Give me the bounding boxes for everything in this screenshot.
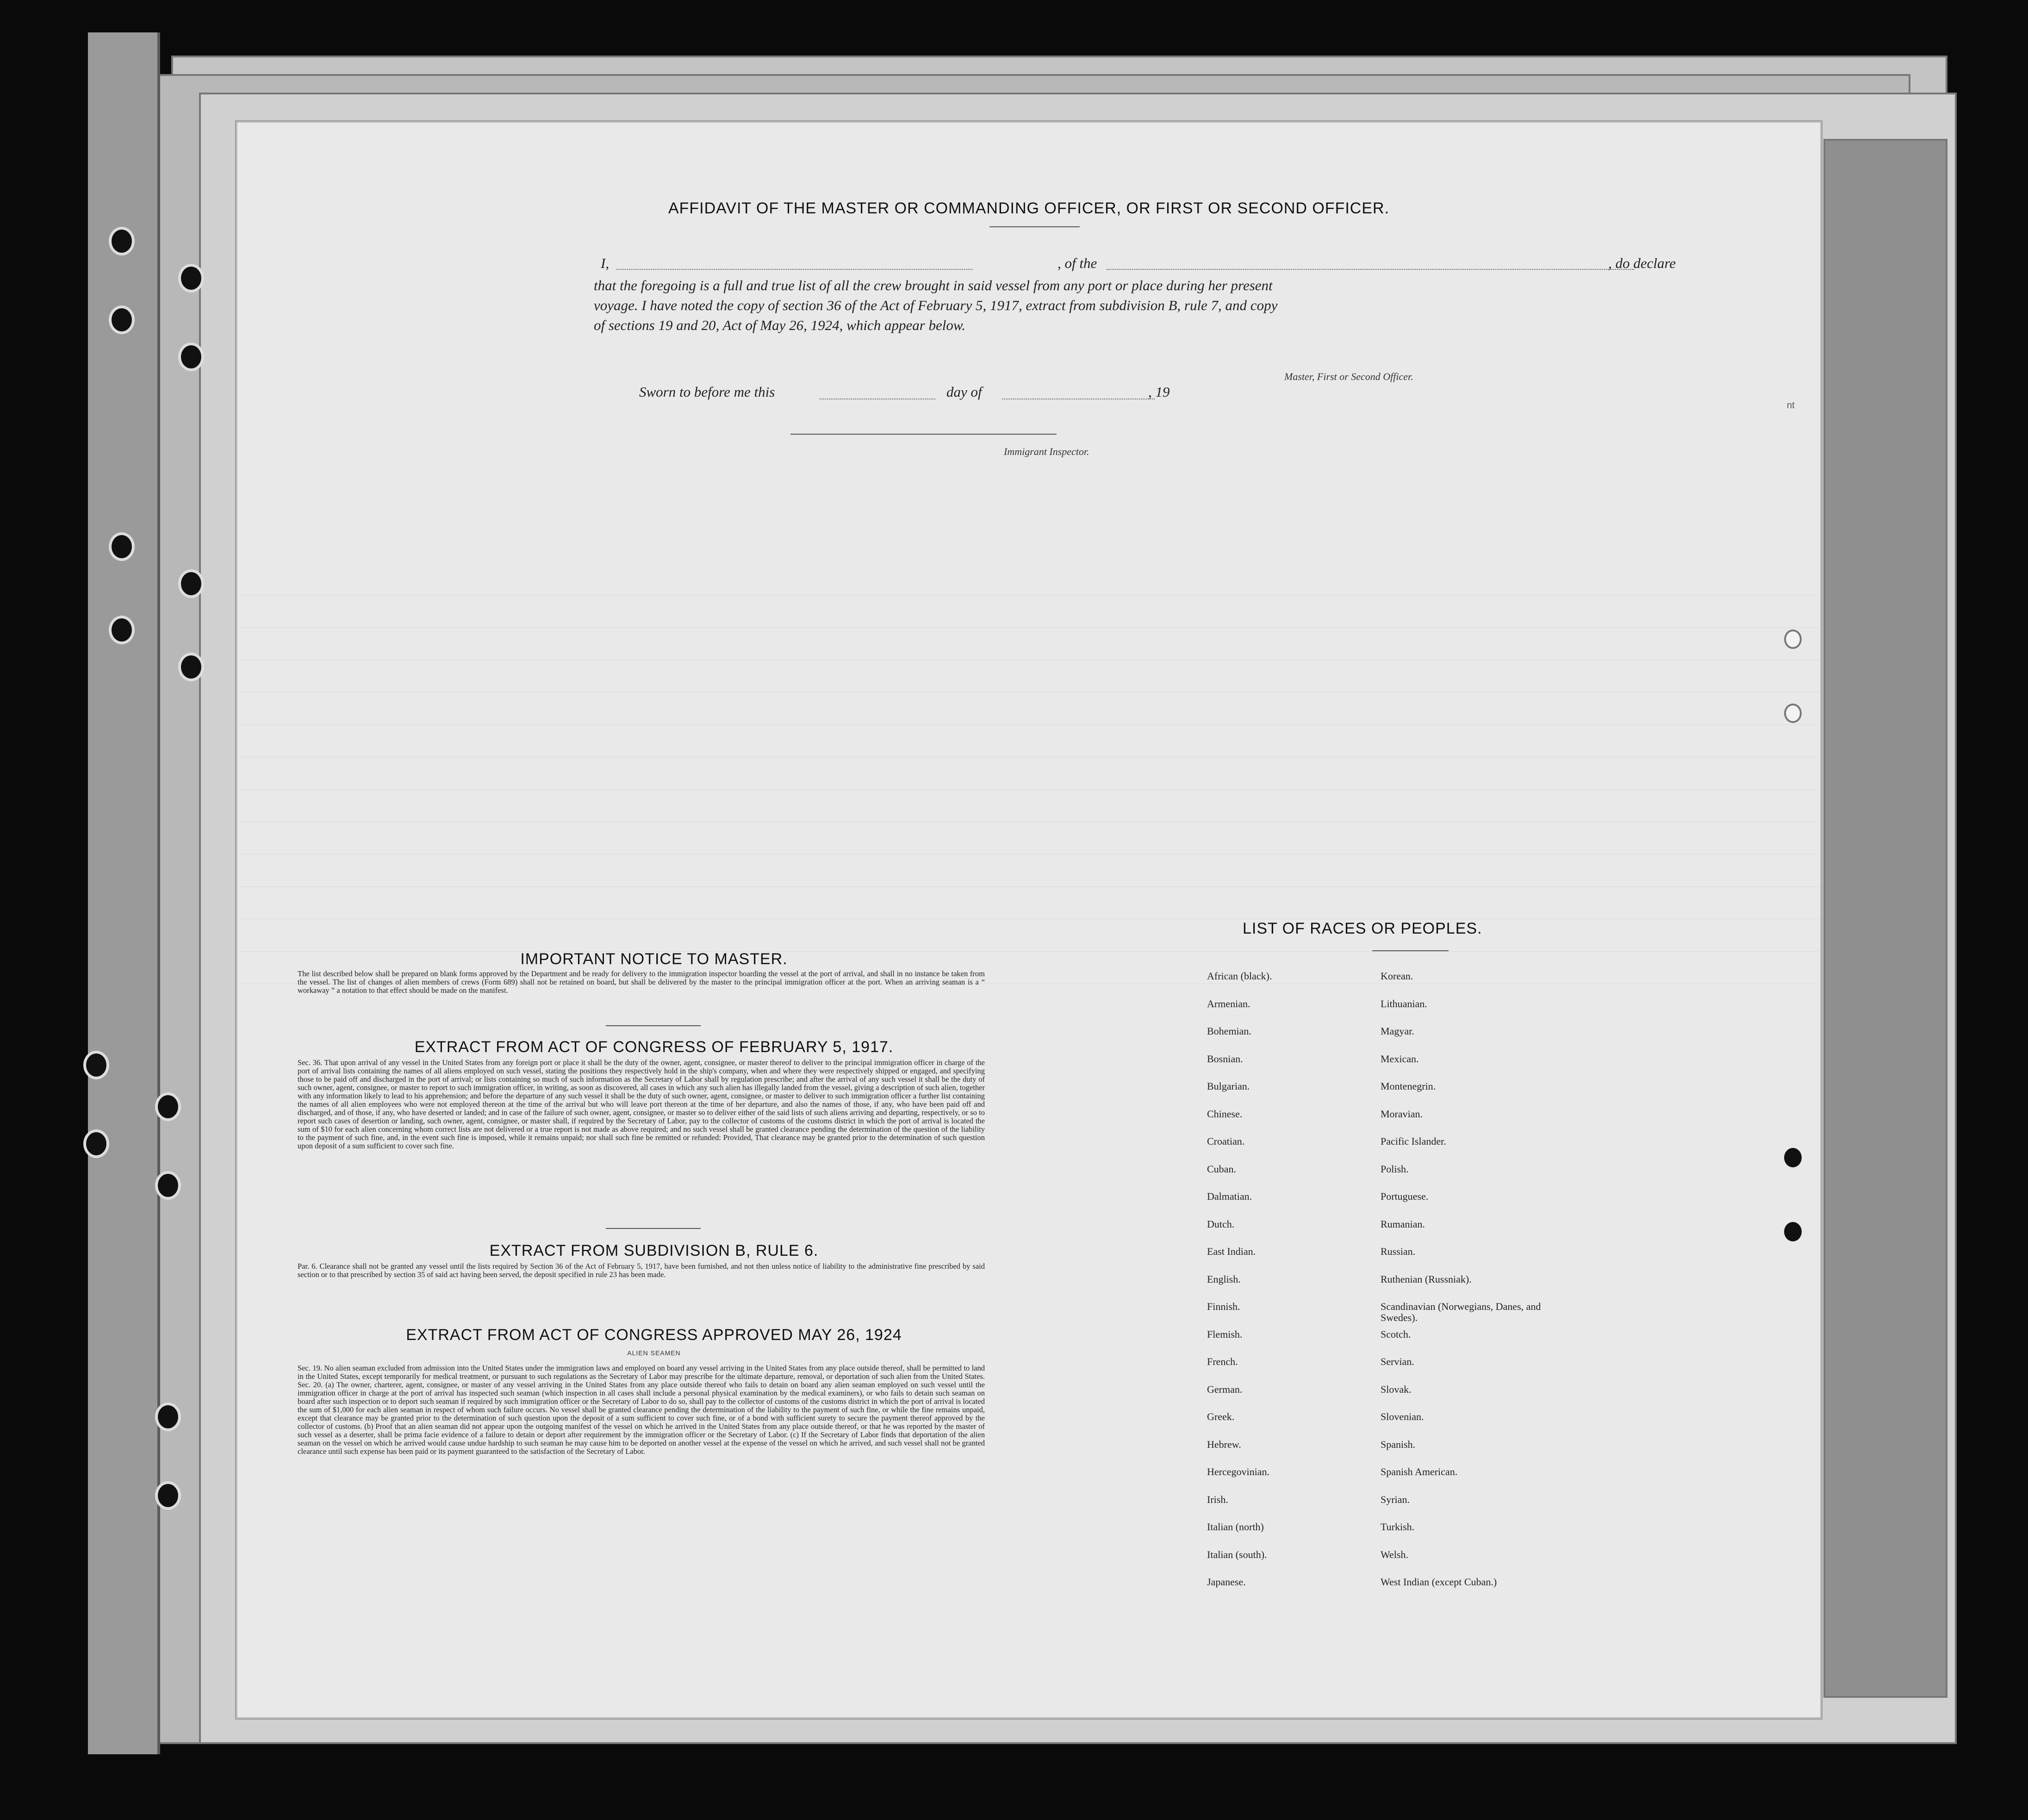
of-the-label: , of the [1058,255,1097,271]
race-entry: Japanese. [1207,1576,1246,1588]
binder-hole [109,616,135,644]
race-entry: Hercegovinian. [1207,1466,1269,1477]
race-entry: Greek. [1207,1411,1235,1422]
binder-hole [109,305,135,334]
race-entry: Lithuanian. [1381,997,1427,1010]
affidavit-title: AFFIDAVIT OF THE MASTER OR COMMANDING OFFICER, OR FIRST OR SECOND OFFICER. [668,199,1390,217]
affidavit-text-line-3: of sections 19 and 20, Act of May 26, 1924, which appear below. [594,317,966,333]
race-entry: Mexican. [1381,1053,1419,1065]
sheet-punch-hole [1784,1222,1802,1241]
race-entry: Slovak. [1381,1383,1412,1395]
race-entry: East Indian. [1207,1246,1256,1257]
race-entry: Hebrew. [1207,1438,1241,1450]
edge-mark: nt [1787,400,1795,411]
binder-hole [83,1129,109,1158]
race-entry: Turkish. [1381,1521,1415,1533]
race-entry: Croatian. [1207,1135,1245,1147]
vessel-blank [1107,269,1634,270]
race-entry: Dalmatian. [1207,1190,1252,1202]
race-entry: Finnish. [1207,1301,1240,1312]
race-entry: German. [1207,1383,1243,1395]
race-entry: English. [1207,1273,1241,1285]
binder-hole [155,1481,181,1510]
rule6-title: EXTRACT FROM SUBDIVISION B, RULE 6. [489,1242,819,1259]
race-entry: Montenegrin. [1381,1080,1436,1092]
extract-1917-divider [606,1228,701,1229]
race-entry: Dutch. [1207,1218,1235,1230]
sheet-punch-hole [1784,704,1802,723]
inspector-caption: Immigrant Inspector. [1004,446,1089,457]
binder-hole [178,653,204,681]
race-entry: Portuguese. [1381,1190,1429,1202]
notice-text: The list described below shall be prepared on blank forms approved by the Department and be ready for delivery to the immigration inspector boarding the vessel at the port of arrival, and shall in no instance be taken from the vessel. The list of changes of alien members of crews (Form 689) shall not be retained on board, but shall be delivered by the master to the principal immigration officer at the port. When an arriving seaman is a “ workaway ” a notation to that effect should be made on the manifest. [298,969,985,995]
sheet-punch-hole [1784,1148,1802,1167]
extract-1917-title: EXTRACT FROM ACT OF CONGRESS OF FEBRUARY 5, 1917. [414,1038,894,1056]
race-entry: Cuban. [1207,1163,1236,1175]
title-underline [989,226,1080,227]
form-rule-line [237,724,1820,725]
do-declare-label: , do declare [1608,255,1676,271]
binder-hole [109,227,135,256]
race-entry: Scandinavian (Norwegians, Danes, and Swedes). [1381,1301,1541,1323]
races-title-underline [1372,950,1449,951]
race-entry: Pacific Islander. [1381,1135,1446,1147]
binder-hole [178,264,204,293]
race-entry: Bulgarian. [1207,1080,1250,1092]
race-entry: Russian. [1381,1246,1416,1257]
year-label: , 19 [1148,384,1170,400]
form-rule-line [237,789,1820,790]
race-entry: Servian. [1381,1356,1414,1367]
rule6-text: Par. 6. Clearance shall not be granted any vessel until the lists required by Section 36 of the Act of February 5, 1917, have been furnished, and not then unless notice of liability to the administrative fine prescribed by said section or to that prescribed by section 35 of said act having been served, the deposit specified in rule 23 has been made. [298,1262,985,1279]
binder-strip [88,32,160,1754]
race-entry: Spanish American. [1381,1466,1458,1477]
extract-1924-subtitle: ALIEN SEAMEN [627,1349,681,1357]
race-entry: Irish. [1207,1493,1228,1505]
day-of-label: day of [946,384,982,400]
extract-1924-text: Sec. 19. No alien seaman excluded from admission into the United States under the immigration laws and employed on board any vessel arriving in the United States from any place outside thereof, shall be permitted to land in the United States, except temporarily for medical treatment, or pursuant to such regulations as the Secretary of Labor may prescribe for the ultimate departure, removal, or deportation of such alien from the United States. Sec. 20. (a) The owner, charterer, agent, consignee, or master of any vessel arriving in the United States from any place outside thereof who fails to detain on board any alien seaman employed on such vessel until the immigration officer in charge at the port of arrival has inspected such seaman (which inspection in all cases shall include a personal physical examination by the medical examiners), or who fails to detain such seaman on board after such inspection or to deport such seaman if required by such immigration officer or the Secretary of Labor to do so, shall pay to the collector of customs of the customs district in which the port of arrival is located the sum of $1,000 for each alien seaman in respect of whom such failure occurs. No vessel shall be granted clearance pending the determination of the liability to the payment of such fine, or while the fine remains unpaid, except that clearance may be granted prior to the determination of such question upon the deposit of a sum sufficient to cover such fine, or of a bond with sufficient surety to secure the payment thereof approved by the collector of customs. (b) Proof that an alien seaman did not appear upon the outgoing manifest of the vessel on which he arrived in the United States from any place outside thereof, or that he was reported by the master of such vessel as a deserter, shall be prima facie evidence of a failure to detain or deport after requirement by the immigration officer or the Secretary of Labor. (c) If the Secretary of Labor finds that deportation of the alien seaman on the vessel on which he arrived would cause undue hardship to such seaman he may cause him to be deported on another vessel at the expense of the vessel on which he arrived, and such vessel shall not be granted clearance until such expense has been paid or its payment guaranteed to the satisfaction of the Secretary of Labor. [298,1364,985,1456]
affidavit-text-line-2: voyage. I have noted the copy of section 36 of the Act of February 5, 1917, extract from subdivision B, rule 7, and copy [594,297,1278,313]
race-entry: French. [1207,1356,1238,1367]
race-entry: West Indian (except Cuban.) [1381,1576,1497,1588]
i-label: I, [601,255,610,271]
binder-hole [83,1051,109,1079]
binder-hole [155,1402,181,1431]
sworn-label: Sworn to before me this [639,384,775,400]
form-rule-line [237,886,1820,887]
back-sheet-right [1823,139,1947,1698]
race-entry: African (black). [1207,970,1272,982]
notice-title: IMPORTANT NOTICE TO MASTER. [520,950,788,968]
binder-hole [178,343,204,371]
race-entry: Rumanian. [1381,1218,1425,1230]
inspector-signature-line [790,434,1057,435]
race-entry: Flemish. [1207,1328,1243,1340]
race-entry: Italian (south). [1207,1548,1267,1560]
race-entry: Korean. [1381,970,1413,982]
race-entry: Polish. [1381,1163,1409,1175]
race-entry: Armenian. [1207,997,1250,1010]
race-entry: Syrian. [1381,1493,1410,1505]
race-entry: Slovenian. [1381,1411,1424,1422]
race-entry: Bosnian. [1207,1053,1243,1065]
races-title: LIST OF RACES OR PEOPLES. [1243,920,1482,937]
binder-hole [109,532,135,561]
extract-1917-text: Sec. 36. That upon arrival of any vessel in the United States from any foreign port or place it shall be the duty of the owner, agent, consignee, or master thereof to deliver to the principal immigration officer in charge of the port of arrival lists containing the names of all aliens employed on such vessel, stating the positions they respectively hold in the ship's company, when and where they were respectively shipped or engaged, and specifying those to be paid off and discharged in the port of arrival; or lists containing so much of such information as the Secretary of Labor shall by regulation prescribe; and after the arrival of any such vessel it shall be the duty of such owner, agent, consignee, or master to report to such immigration officer, in writing, as soon as discovered, all cases in which any such alien has illegally landed from the vessel, giving a description of such alien, together with any information likely to lead to his apprehension; and before the departure of any such vessel it shall be the duty of such owner, agent, consignee, or master to deliver to such immigration officer a further list containing the names of all alien employees who were not employed thereon at the time of the arrival but who will leave port thereon at the time of her departure, and also the names of those, if any, who have been paid off and discharged, and of those, if any, who have deserted or landed; and in case of the failure of such owner, agent, consignee, or master so to deliver either of the said lists of such aliens arriving and departing, respectively, or so to report such cases of desertion or landing, such owner, agent, consignee, or master shall, if required by the Secretary of Labor, pay to the collector of customs of the customs district in which the port of arrival is located the sum of $10 for each alien concerning whom correct lists are not delivered or a true report is not made as above required; and no such vessel shall be granted clearance pending the determination of the question of the liability to the payment of such fine, and, in the event such fine is imposed, while it remains unpaid; nor shall such fine be remitted or refunded: Provided, That clearance may be granted prior to the determination of such question upon deposit of a sum sufficient to cover such fine. [298,1058,985,1150]
binder-hole [155,1092,181,1121]
race-entry: Moravian. [1381,1108,1423,1120]
race-entry: Ruthenian (Russniak). [1381,1273,1472,1285]
manifest-sheet [236,121,1822,1719]
race-entry: Magyar. [1381,1025,1414,1037]
notice-divider [606,1025,701,1026]
race-entry: Chinese. [1207,1108,1243,1120]
extract-1924-title: EXTRACT FROM ACT OF CONGRESS APPROVED MAY 26, 1924 [406,1326,902,1344]
race-entry: Welsh. [1381,1548,1408,1560]
sheet-punch-hole [1784,630,1802,649]
form-rule-line [237,627,1820,628]
race-entry: Scotch. [1381,1328,1411,1340]
race-entry: Bohemian. [1207,1025,1251,1037]
binder-hole [178,569,204,598]
binder-hole [155,1171,181,1200]
affidavit-text-line-1: that the foregoing is a full and true list of all the crew brought in said vessel from any port or place during her present [594,277,1273,293]
race-entry: Italian (north) [1207,1521,1264,1533]
name-blank [616,269,972,270]
race-entry: Spanish. [1381,1438,1416,1450]
master-caption: Master, First or Second Officer. [1284,371,1413,382]
